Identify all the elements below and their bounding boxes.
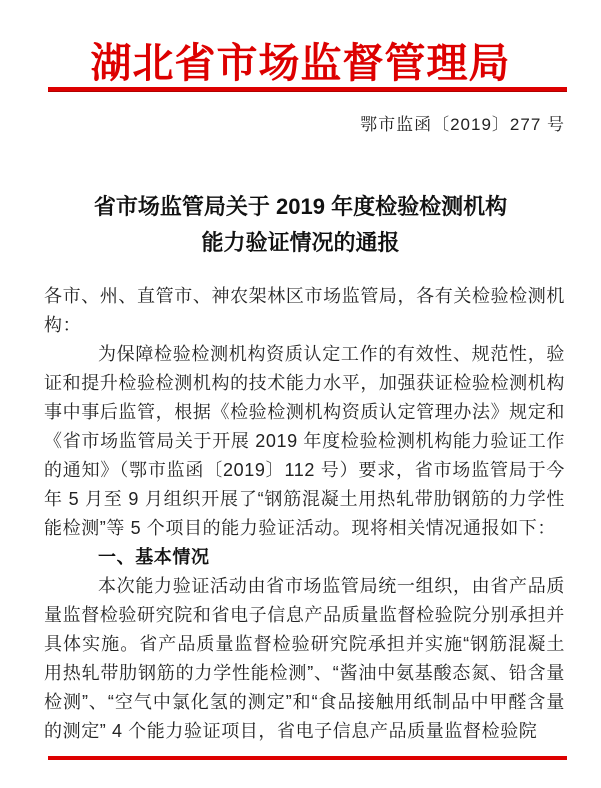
- letterhead-red-divider: [48, 87, 567, 92]
- paragraph-background: 为保障检验检测机构资质认定工作的有效性、规范性，验证和提升检验检测机构的技术能力水平，加强获证检验检测机构事中事后监管，根据《检验检测机构资质认定管理办法》规定和《省市场监管局关于开展 2019 年度检验检测机构能力验证工作的通知》（鄂市监函〔2019〕112 号）要求，省市场监管局于今年 5 月至 9 月组织开展了“钢筋混凝土用热轧带肋钢筋的力学性能检测”等 5 个项目的能力验证活动。现将相关情况通报如下：: [44, 344, 565, 538]
- document-title-line-2: 能力验证情况的通报: [201, 230, 400, 255]
- document-number: 鄂市监函〔2019〕277 号: [360, 115, 565, 134]
- page-bottom-red-divider: [48, 756, 567, 760]
- section-heading-basic-situation: 一、基本情况: [98, 547, 210, 567]
- document-body: [44, 282, 565, 746]
- document-title-line-1: 省市场监管局关于 2019 年度检验检测机构: [93, 194, 508, 219]
- letterhead-agency-name: 湖北省市场监督管理局: [90, 40, 511, 86]
- salutation: 各市、州、直管市、神农架林区市场监管局，各有关检验检测机构：: [44, 286, 565, 335]
- document-title: [0, 189, 601, 261]
- paragraph-basic-situation: 本次能力验证活动由省市场监管局统一组织，由省产品质量监督检验研究院和省电子信息产品质量监督检验院分别承担并具体实施。省产品质量监督检验研究院承担并实施“钢筋混凝土用热轧带肋钢筋的力学性能检测”、“酱油中氨基酸态氮、铅含量检测”、“空气中氯化氢的测定”和“食品接触用纸制品中甲醛含量的测定” 4 个能力验证项目，省电子信息产品质量监督检验院: [44, 576, 565, 741]
